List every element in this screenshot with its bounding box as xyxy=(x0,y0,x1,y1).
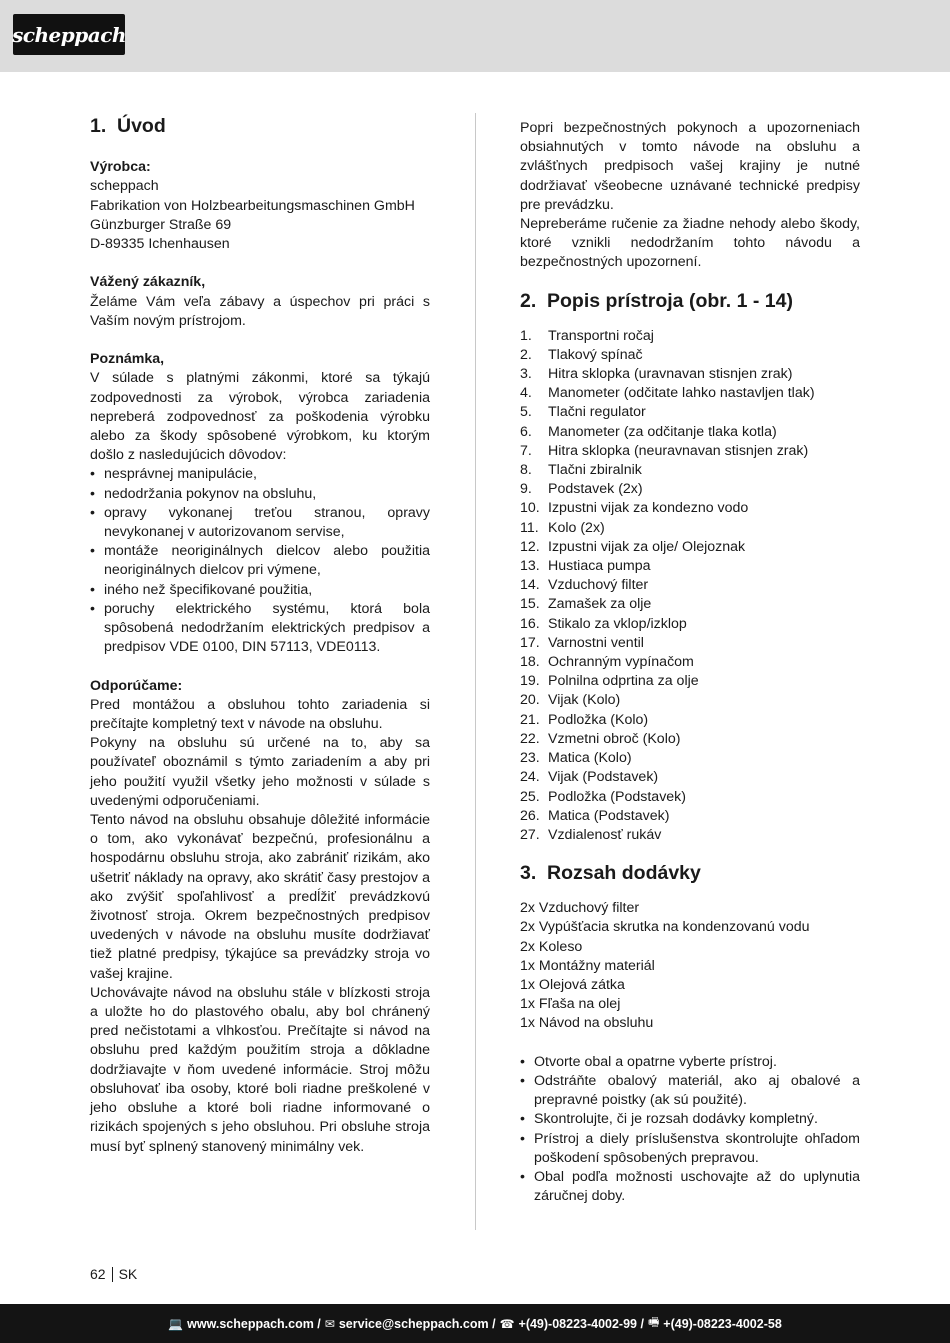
left-column xyxy=(90,113,430,1157)
manufacturer-label: Výrobca: xyxy=(90,159,151,176)
recommend-paragraph: Pokyny na obsluhu sú určené na to, aby sa používateľ oboznámil s týmto zariadením a aby pri jeho použití využil všetky jeho možnosti v súlade s uvedenými odporučeniami. xyxy=(90,735,430,809)
part-item xyxy=(520,442,860,461)
part-label: Ochranným vypínačom xyxy=(548,654,694,671)
part-item xyxy=(520,327,860,346)
liability-list xyxy=(90,465,430,657)
part-number: 20. xyxy=(520,692,540,709)
part-label: Polnilna odprtina za olje xyxy=(548,673,699,690)
list-item: • nesprávnej manipulácie, xyxy=(90,465,430,484)
part-label: Podstavek (2x) xyxy=(548,481,643,498)
section-3-number: 3. xyxy=(520,862,537,885)
list-item: • Otvorte obal a opatrne vyberte prístroj. xyxy=(520,1053,860,1072)
part-item xyxy=(520,730,860,749)
recommend-paragraph: Uchovávajte návod na obsluhu stále v blízkosti stroja a uložte ho do plastového obalu, aby bol chránený pred nečistotami a vlhkosťou. Prečítajte si návod na obsluhu pred každým použitím stroja a dôkladne dodržiavajte v ňom uvedené informácie. Stroj môžu obsluhovať iba osoby, ktoré boli riadne preškolené v jeho obsluhe a ktoré boli riadne informované o rizikách spojených s jeho obsluhou. Pri obsluhe stroja musí byť splnený stanovený minimálny vek. xyxy=(90,984,430,1155)
website-link[interactable]: www.scheppach.com / xyxy=(187,1316,321,1331)
note-label: Poznámka, xyxy=(90,351,165,368)
fax-number: +(49)-08223-4002-58 xyxy=(663,1316,782,1331)
phone-number: +(49)-08223-4002-99 / xyxy=(518,1316,644,1331)
delivery-item: 1x Návod na obsluhu xyxy=(520,1015,654,1032)
part-label: Tlakový spínač xyxy=(548,346,643,363)
part-item xyxy=(520,519,860,538)
mail-icon: ✉ xyxy=(324,1316,335,1331)
part-number: 4. xyxy=(520,385,532,402)
part-number: 9. xyxy=(520,481,532,498)
part-number: 19. xyxy=(520,673,540,690)
part-item xyxy=(520,346,860,365)
part-number: 14. xyxy=(520,577,540,594)
fax-icon: 🖷 xyxy=(647,1315,660,1329)
part-label: Izpustni vijak za kondezno vodo xyxy=(548,500,749,517)
list-item: • poruchy elektrického systému, ktorá bola spôsobená nedodržaním elektrických predpisov a predpisov VDE 0100, DIN 57113, VDE0113. xyxy=(90,600,430,658)
unpacking-steps xyxy=(520,1053,860,1207)
section-1-heading xyxy=(90,113,430,139)
contact-bar xyxy=(0,1304,950,1343)
part-label: Tlačni regulator xyxy=(548,404,646,421)
part-label: Podložka (Podstavek) xyxy=(548,788,687,805)
section-1-title: Úvod xyxy=(117,115,166,137)
part-label: Izpustni vijak za olje/ Olejoznak xyxy=(548,538,746,555)
delivery-item: 1x Olejová zátka xyxy=(520,976,625,993)
part-number: 17. xyxy=(520,634,540,651)
delivery-list xyxy=(520,899,860,1033)
section-2-number: 2. xyxy=(520,289,537,312)
part-item xyxy=(520,749,860,768)
part-label: Matica (Kolo) xyxy=(548,750,632,767)
list-item: • Obal podľa možnosti uschovajte až do uplynutia záručnej doby. xyxy=(520,1168,860,1206)
part-number: 24. xyxy=(520,769,540,786)
computer-icon: 💻 xyxy=(168,1316,184,1331)
part-number: 18. xyxy=(520,654,540,671)
right-column xyxy=(520,119,860,1206)
part-item xyxy=(520,538,860,557)
part-number: 21. xyxy=(520,711,540,728)
part-label: Vijak (Kolo) xyxy=(548,692,621,709)
part-item xyxy=(520,615,860,634)
part-item xyxy=(520,461,860,480)
part-item xyxy=(520,403,860,422)
part-number: 27. xyxy=(520,826,540,843)
section-2-title: Popis prístroja (obr. 1 - 14) xyxy=(547,289,793,312)
part-label: Kolo (2x) xyxy=(548,519,605,536)
delivery-item: 2x Vzduchový filter xyxy=(520,900,640,917)
part-label: Vzduchový filter xyxy=(548,577,649,594)
part-item xyxy=(520,788,860,807)
part-number: 11. xyxy=(520,519,539,536)
part-item xyxy=(520,423,860,442)
part-item xyxy=(520,691,860,710)
note-text: V súlade s platnými zákonmi, ktoré sa týkajú zodpovednosti za výrobok, výrobca zariadenia nepreberá zodpovednosť za poškodenia výrobku alebo za škody spôsobené výrobkom, ku ktorým došlo z nasledujúcich dôvodov: xyxy=(90,370,430,464)
part-number: 13. xyxy=(520,558,540,575)
part-label: Hustiaca pumpa xyxy=(548,558,651,575)
list-item: • opravy vykonanej treťou stranou, opravy nevykonanej v autorizovanom servise, xyxy=(90,504,430,542)
section-3-heading xyxy=(520,860,860,886)
manufacturer-line: scheppach xyxy=(90,178,159,195)
part-number: 16. xyxy=(520,615,540,632)
part-number: 15. xyxy=(520,596,540,613)
parts-list xyxy=(520,327,860,845)
part-label: Tlačni zbiralnik xyxy=(548,462,642,479)
part-label: Vzmetni obroč (Kolo) xyxy=(548,730,681,747)
section-3-title: Rozsah dodávky xyxy=(547,862,701,885)
list-item: • nedodržania pokynov na obsluhu, xyxy=(90,485,430,504)
part-label: Podložka (Kolo) xyxy=(548,711,649,728)
manufacturer-line: Günzburger Straße 69 xyxy=(90,216,232,233)
part-item xyxy=(520,499,860,518)
customer-text: Želáme Vám veľa zábavy a úspechov pri práci s Vaším novým prístrojom. xyxy=(90,293,430,329)
part-item xyxy=(520,768,860,787)
part-label: Vzdialenosť rukáv xyxy=(548,826,662,843)
scheppach-logo: scheppach xyxy=(13,14,125,55)
part-item xyxy=(520,672,860,691)
part-number: 12. xyxy=(520,538,540,555)
list-item: • Odstráňte obalový materiál, ako aj obalové a prepravné poistky (ak sú použité). xyxy=(520,1072,860,1110)
part-number: 1. xyxy=(520,327,532,344)
footer-separator xyxy=(112,1267,113,1282)
part-label: Varnostni ventil xyxy=(548,634,644,651)
part-label: Vijak (Podstavek) xyxy=(548,769,659,786)
part-item xyxy=(520,480,860,499)
part-item xyxy=(520,711,860,730)
part-number: 2. xyxy=(520,346,532,363)
section-2-heading xyxy=(520,288,860,314)
part-number: 10. xyxy=(520,500,540,517)
part-label: Zamašek za olje xyxy=(548,596,652,613)
manufacturer-line: Fabrikation von Holzbearbeitungsmaschinen GmbH xyxy=(90,197,415,214)
phone-icon: ☎ xyxy=(499,1316,515,1331)
part-item xyxy=(520,634,860,653)
part-label: Manometer (za odčitanje tlaka kotla) xyxy=(548,423,777,440)
delivery-item: 2x Vypúšťacia skrutka na kondenzovanú vodu xyxy=(520,919,810,936)
email-link[interactable]: service@scheppach.com / xyxy=(338,1316,496,1331)
delivery-item: 1x Montážny materiál xyxy=(520,957,655,974)
part-label: Hitra sklopka (uravnavan stisnjen zrak) xyxy=(548,366,793,383)
part-item xyxy=(520,576,860,595)
part-number: 6. xyxy=(520,423,532,440)
part-item xyxy=(520,653,860,672)
part-number: 23. xyxy=(520,750,540,767)
list-item: • Skontrolujte, či je rozsah dodávky kompletný. xyxy=(520,1110,860,1129)
part-item xyxy=(520,595,860,614)
list-item: • montáže neoriginálnych dielcov alebo použitia neoriginálnych dielcov pri výmene, xyxy=(90,542,430,580)
recommend-paragraph: Pred montážou a obsluhou tohto zariadenia si prečítajte kompletný text v návode na obsluhu. xyxy=(90,696,430,733)
section-1-number: 1. xyxy=(90,115,107,137)
intro-paragraph: Popri bezpečnostných pokynoch a upozorneniach obsiahnutých v tomto návode na obsluhu a zvlášťnych predpisoch vašej krajiny je nutné dodržiavať všeobecne uznávané technické predpisy pre prevádzku. xyxy=(520,120,860,213)
part-item xyxy=(520,384,860,403)
part-item xyxy=(520,807,860,826)
column-divider xyxy=(475,113,476,1230)
intro-paragraph: Nepreberáme ručenie za žiadne nehody alebo škody, ktoré vznikli nedodržaním tohto návodu a bezpečnostných upozornení. xyxy=(520,216,860,271)
part-item xyxy=(520,826,860,845)
page-number: 62 xyxy=(90,1266,106,1282)
delivery-item: 2x Koleso xyxy=(520,938,583,955)
part-number: 5. xyxy=(520,404,532,421)
customer-label: Vážený zákazník, xyxy=(90,274,206,291)
part-number: 22. xyxy=(520,730,540,747)
part-label: Transportni ročaj xyxy=(548,327,654,344)
part-item xyxy=(520,365,860,384)
part-item xyxy=(520,557,860,576)
part-label: Matica (Podstavek) xyxy=(548,807,670,824)
part-number: 3. xyxy=(520,366,532,383)
part-label: Manometer (odčitate lahko nastavljen tlak) xyxy=(548,385,815,402)
page-footer xyxy=(90,1265,137,1283)
list-item: • Prístroj a diely príslušenstva skontrolujte ohľadom poškodení spôsobených prepravou. xyxy=(520,1130,860,1168)
part-label: Stikalo za vklop/izklop xyxy=(548,615,687,632)
page-header xyxy=(0,0,950,72)
part-number: 26. xyxy=(520,807,540,824)
delivery-item: 1x Fľaša na olej xyxy=(520,996,621,1013)
language-code: SK xyxy=(118,1266,138,1282)
recommend-paragraph: Tento návod na obsluhu obsahuje dôležité informácie o tom, ako vykonávať bezpečnú, profesionálnu a hospodárnu obsluhu stroja, ako zabrániť rizikám, ako ušetriť náklady na opravy, ako skrátiť časy prestojov a ako zvýšiť spoľahlivosť a predĺžiť prevádzkovú životnosť stroja. Okrem bezpečnostných predpisov uvedených v návode na obsluhu musíte dodržiavať tiež platné predpisy, týkajúce sa prevádzky stroja vo vašej krajine. xyxy=(90,812,430,982)
part-number: 8. xyxy=(520,462,532,479)
part-number: 7. xyxy=(520,442,532,459)
recommend-label: Odporúčame: xyxy=(90,677,183,694)
manufacturer-line: D-89335 Ichenhausen xyxy=(90,236,230,252)
list-item: • iného než špecifikované použitia, xyxy=(90,581,430,600)
part-number: 25. xyxy=(520,788,540,805)
part-label: Hitra sklopka (neuravnavan stisnjen zrak) xyxy=(548,442,809,459)
